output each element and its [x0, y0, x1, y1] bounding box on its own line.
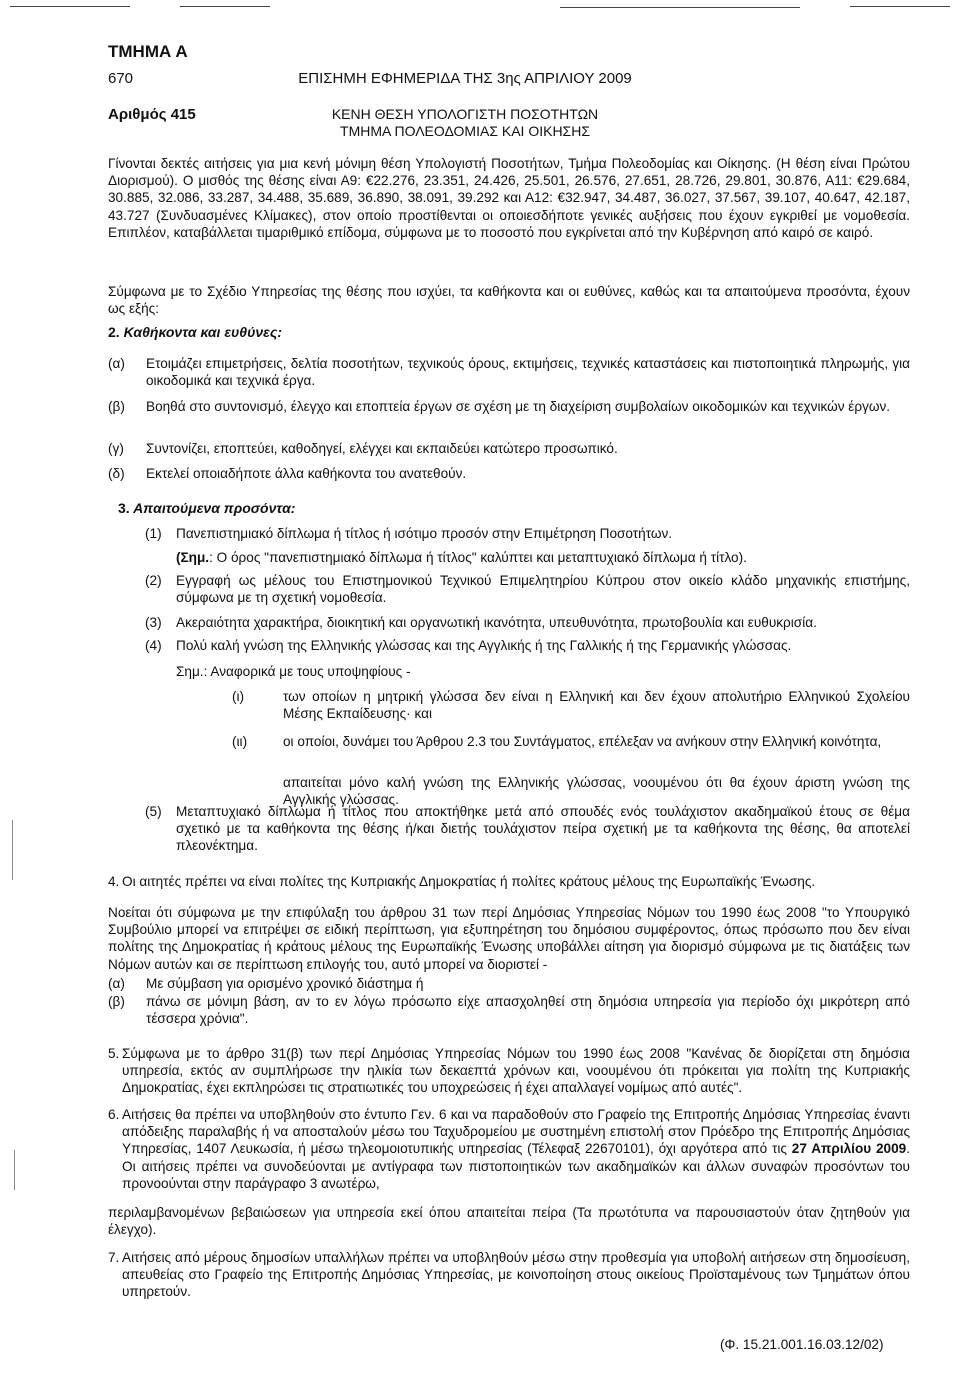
sub-label-ii: (ιι) — [232, 734, 248, 749]
duty-label-a: (α) — [108, 356, 125, 371]
qualification-label-2: (2) — [145, 573, 162, 588]
section-4-a: Με σύμβαση για ορισμένο χρονικό διάστημα ή — [146, 976, 424, 991]
sub-item-i: των οποίων η μητρική γλώσσα δεν είναι η Ελληνική και δεν έχουν απολυτήριο Ελληνικού Σχολείου Μέσης Εκπαίδευσης· και — [283, 689, 910, 722]
section-6-text-before: Αιτήσεις θα πρέπει να υποβληθούν στο έντυπο Γεν. 6 και να παραδοθούν στο Γραφείο της Επιτροπής Δημόσιας Υπηρεσίας έναντι απόδειξης παραλαβής ή να αποσταλούν μέσω του Ταχυδρομείου με συστημένη επιστολή στον Πρόεδρο της Επιτροπής Δημόσιας Υπηρεσίας, 1407 Λευκωσία, ή μέσω τηλεομοιοτυπικής υπηρεσίας (Τέλεφαξ 22670101), όχι αργότερα από τις — [122, 1107, 910, 1157]
section-7-number: 7. — [108, 1250, 120, 1265]
qualification-2: Εγγραφή ως μέλους του Επιστημονικού Τεχνικού Επιμελητηρίου Κύπρου στον οικείο κλάδο μηχανικής επιστήμης, σύμφωνα με τη σχετική νομοθεσία. — [176, 573, 910, 606]
section-4-text: Οι αιτητές πρέπει να είναι πολίτες της Κυπριακής Δημοκρατίας ή πολίτες κράτους μέλους της Ευρωπαϊκής Ένωσης. — [122, 874, 816, 889]
duties-heading-text: Καθήκοντα και ευθύνες: — [123, 324, 282, 340]
qualification-note-2-tail: απαιτείται μόνο καλή γνώση της Ελληνικής γλώσσας, νοουμένου ότι θα έχουν άριστη γνώση της Αγγλικής γλώσσας. — [283, 775, 910, 808]
post-title-line1: ΚΕΝΗ ΘΕΣΗ ΥΠΟΛΟΓΙΣΤΗ ΠΟΣΟΤΗΤΩΝ — [331, 106, 599, 122]
sub-item-ii: οι οποίοι, δυνάμει του Άρθρου 2.3 του Συντάγματος, επέλεξαν να ανήκουν στην Ελληνική κοινότητα, — [283, 734, 882, 749]
duty-item-a: Ετοιμάζει επιμετρήσεις, δελτία ποσοτήτων, τεχνικούς όρους, εκτιμήσεις, τεχνικές καταστάσεις και πιστοποιητικά πληρωμής, για οικοδομικά και τεχνικά έργα. — [146, 356, 910, 389]
section-5-number: 5. — [108, 1046, 120, 1061]
qualification-3: Ακεραιότητα χαρακτήρα, διοικητική και οργανωτική ικανότητα, υπευθυνότητα, πρωτοβουλία και ευθυκρισία. — [176, 615, 817, 630]
duty-item-c: Συντονίζει, εποπτεύει, καθοδηγεί, ελέγχει και εκπαιδεύει κατώτερο προσωπικό. — [146, 441, 618, 456]
duty-item-b: Βοηθά στο συντονισμό, έλεγχο και εποπτεία έργων σε σχέση με τη διαχείριση συμβολαίων οικοδομικών και τεχνικών έργων. — [146, 399, 891, 414]
qualification-note-1 — [176, 549, 910, 566]
duty-label-c: (γ) — [108, 441, 124, 456]
post-title-line2: ΤΜΗΜΑ ΠΟΛΕΟΔΟΜΙΑΣ ΚΑΙ ΟΙΚΗΣΗΣ — [340, 123, 590, 139]
post-title — [255, 106, 675, 140]
qualification-label-3: (3) — [145, 615, 162, 630]
file-reference: (Φ. 15.21.001.16.03.12/02) — [720, 1337, 884, 1352]
section-6-deadline: 27 Απριλίου 2009 — [791, 1141, 907, 1157]
qualifications-heading — [118, 500, 295, 516]
qualification-label-4: (4) — [145, 638, 162, 653]
duties-heading-number: 2. — [108, 324, 120, 340]
qualification-1: Πανεπιστημιακό δίπλωμα ή τίτλος ή ισότιμο προσόν στην Επιμέτρηση Ποσοτήτων. — [176, 526, 673, 541]
note-text: : Ο όρος "πανεπιστημιακό δίπλωμα ή τίτλος" καλύπτει και μεταπτυχιακό δίπλωμα ή τίτλο). — [209, 550, 747, 565]
section-4-number: 4. — [108, 874, 120, 889]
section-6-number: 6. — [108, 1107, 120, 1122]
section-5-text: Σύμφωνα με το άρθρο 31(β) των περί Δημόσιας Υπηρεσίας Νόμων του 1990 έως 2008 "Κανένας δε διορίζεται στη δημόσια υπηρεσία, εκτός αν συμπλήρωσε την ηλικία των δεκαεπτά χρόνων και, νοουμένου ότι πρόκειται για πολίτη της Κυπριακής Δημοκρατίας, έχει εκπληρώσει τις στρατιωτικές του υποχρεώσεις ή έχει απαλλαγεί νομίμως από αυτές". — [122, 1046, 910, 1096]
scan-artifact — [10, 6, 130, 7]
section-4-paragraph: Νοείται ότι σύμφωνα με την επιφύλαξη του άρθρου 31 των περί Δημόσιας Υπηρεσίας Νόμων του 1990 έως 2008 "το Υπουργικό Συμβούλιο μπορεί να επιτρέψει σε ειδική περίπτωση, για εξυπηρέτηση του δημόσιου συμφέροντος, όπως πρόσωπο που δεν είναι πολίτης της Δημοκρατίας ή κράτους μέλους της Ευρωπαϊκής Ένωσης υποβάλλει αίτηση για διορισμό σύμφωνα με τις διατάξεις των Νόμων αυτών και σε περίπτωση επιλογής του, αυτό μπορεί να διοριστεί - — [108, 905, 910, 972]
section-4-a-label: (α) — [108, 976, 125, 991]
duty-label-d: (δ) — [108, 466, 125, 481]
scan-artifact — [12, 820, 13, 880]
qualifications-heading-text: Απαιτούμενα προσόντα: — [133, 500, 296, 516]
duty-label-b: (β) — [108, 399, 125, 414]
scan-artifact — [14, 1150, 15, 1190]
notice-number: Αριθμός 415 — [108, 106, 196, 123]
section-6-text-after: . Οι αιτήσεις πρέπει να συνοδεύονται με αντίγραφα των πιστοποιητικών των ακαδημαϊκών και άλλων συναφών προσόντων του προνοούνται στην παράγραφο 3 ανωτέρω, — [122, 1141, 911, 1191]
duty-item-d: Εκτελεί οποιαδήποτε άλλα καθήκοντα του ανατεθούν. — [146, 466, 467, 481]
scan-artifact — [560, 7, 800, 8]
sub-label-i: (ι) — [232, 689, 245, 704]
section-7-text: Αιτήσεις από μέρους δημοσίων υπαλλήλων πρέπει να υποβληθούν μέσω στην προθεσμία για υποβολή αιτήσεων στη δημοσίευση, απευθείας στο Γραφείο της Επιτροπής Δημόσιας Υπηρεσίας, με κοινοποίηση στους οικείους Προϊσταμένους των Τμημάτων όπου υπηρετούν. — [122, 1250, 910, 1300]
section-6-text — [122, 1106, 910, 1192]
qualification-label-5: (5) — [145, 804, 162, 819]
section-title: ΤΜΗΜΑ Α — [108, 42, 188, 61]
qualification-note-2: Σημ.: Αναφορικά με τους υποψηφίους - — [176, 664, 411, 679]
page-number: 670 — [108, 70, 134, 87]
section-4-b-label: (β) — [108, 994, 125, 1009]
qualification-5: Μεταπτυχιακό δίπλωμα ή τίτλος που αποκτήθηκε μετά από σπουδές ενός τουλάχιστον ακαδημαϊκού έτους σε θέμα σχετικό με τα καθήκοντα της θέσης ή/και διετής τουλάχιστον πείρα σχετική με τα καθήκοντα της θέσης, θα αποτελεί πλεονέκτημα. — [176, 804, 910, 854]
intro-paragraph-2: Σύμφωνα με το Σχέδιο Υπηρεσίας της θέσης που ισχύει, τα καθήκοντα και οι ευθύνες, καθώς και τα απαιτούμενα προσόντα, έχουν ως εξής: — [108, 284, 910, 317]
scan-artifact — [180, 6, 270, 7]
section-6-paragraph-2: περιλαμβανομένων βεβαιώσεων για υπηρεσία εκεί όπου απαιτείται πείρα (Τα πρωτότυπα να παρουσιαστούν όταν ζητηθούν για έλεγχο). — [108, 1205, 910, 1238]
scan-artifact — [850, 6, 950, 7]
duties-heading — [108, 324, 282, 340]
qualification-label-1: (1) — [145, 526, 162, 541]
section-4-b: πάνω σε μόνιμη βάση, αν το εν λόγω πρόσωπο είχε απασχοληθεί στη δημόσια υπηρεσία για περίοδο όχι μικρότερη από τέσσερα χρόνια". — [146, 994, 910, 1027]
note-label: (Σημ. — [176, 550, 210, 565]
qualifications-heading-number: 3. — [118, 500, 130, 516]
intro-paragraph: Γίνονται δεκτές αιτήσεις για μια κενή μόνιμη θέση Υπολογιστή Ποσοτήτων, Τμήμα Πολεοδομίας και Οίκησης. (Η θέση είναι Πρώτου Διορισμού). Ο μισθός της θέσης είναι Α9: €22.276, 23.351, 24.426, 25.501, 26.576, 27.651, 28.726, 29.801, 30.876, Α11: €29.684, 30.885, 32.086, 33.287, 34.488, 35.689, 36.890, 38.091, 39.292 και Α12: €32.947, 34.487, 36.027, 37.567, 39.107, 40.647, 42.187, 43.727 (Συνδυασμένες Κλίμακες), στον οποίο προστίθενται οι οποιεσδήποτε γενικές αυξήσεις που έχουν εγκριθεί με νομοθεσία. Επιπλέον, καταβάλλεται τιμαριθμικό επίδομα, σύμφωνα με το ποσοστό που εγκρίνεται από την Κυβέρνηση από καιρό σε καιρό. — [108, 156, 910, 240]
qualification-4: Πολύ καλή γνώση της Ελληνικής γλώσσας και της Αγγλικής ή της Γαλλικής ή της Γερμανικής γλώσσας. — [176, 638, 792, 653]
gazette-title: ΕΠΙΣΗΜΗ ΕΦΗΜΕΡΙΔΑ ΤΗΣ 3ης ΑΠΡΙΛΙΟΥ 2009 — [298, 70, 632, 87]
